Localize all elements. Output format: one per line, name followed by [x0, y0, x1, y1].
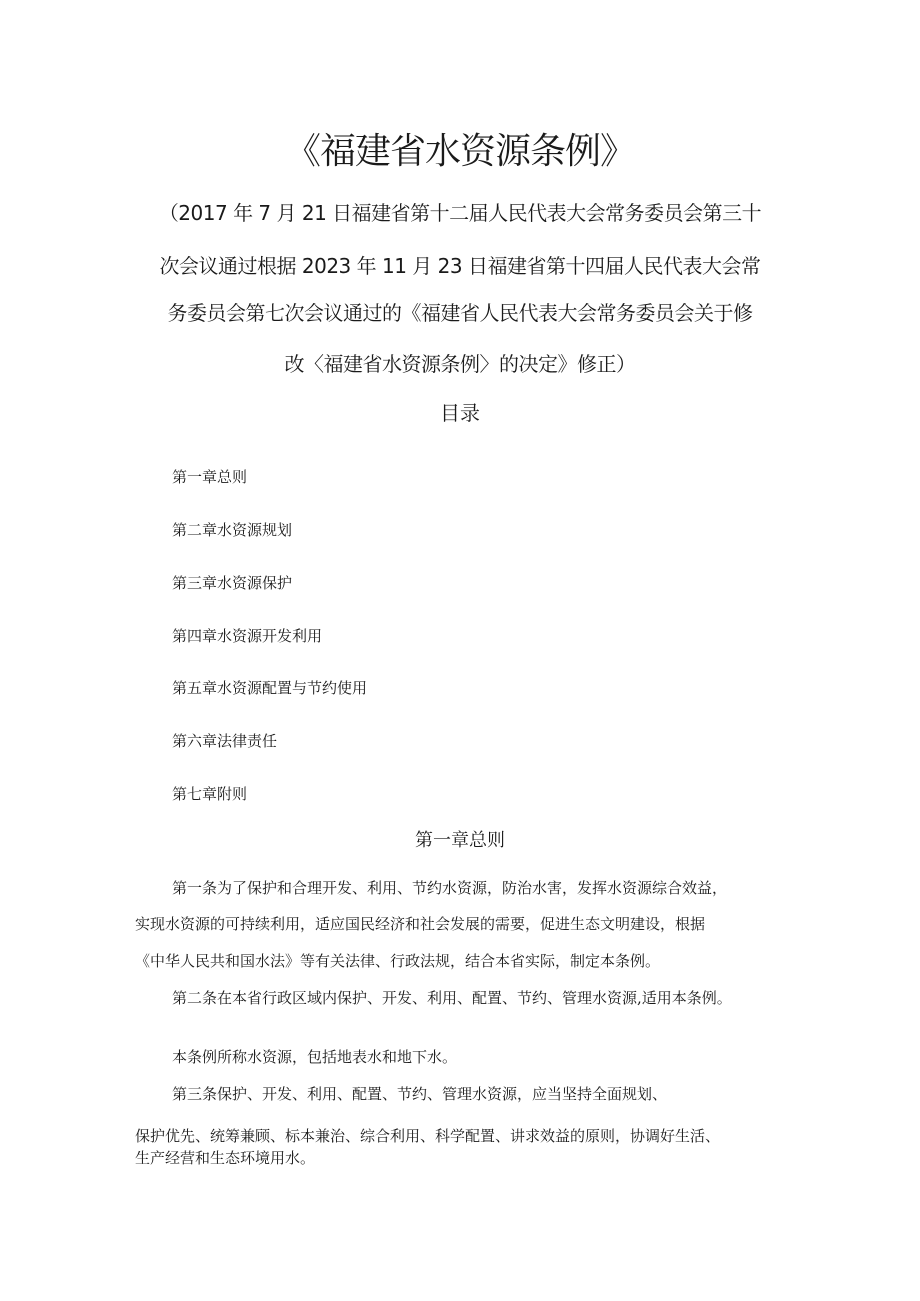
subtitle-line-4: 改〈福建省水资源条例〉的决定》修正） [284, 352, 636, 376]
toc-item: 第七章附则 [172, 785, 248, 803]
toc-item: 第三章水资源保护 [172, 574, 293, 592]
article-1-line-1: 第一条为了保护和合理开发、利用、节约水资源，防治水害，发挥水资源综合效益， [172, 879, 728, 897]
toc-heading: 目录 [440, 401, 480, 425]
article-2-line-1: 第二条在本省行政区域内保护、开发、利用、配置、节约、管理水资源,适用本条例。 [172, 989, 732, 1007]
toc-item: 第二章水资源规划 [172, 521, 293, 539]
article-1-line-2: 实现水资源的可持续利用，适应国民经济和社会发展的需要，促进生态文明建设，根据 [135, 915, 706, 933]
article-3-line-2: 保护优先、统筹兼顾、标本兼治、综合利用、科学配置、讲求效益的原则，协调好生活、 [135, 1127, 721, 1145]
article-3-line-1: 第三条保护、开发、利用、配置、节约、管理水资源，应当坚持全面规划、 [172, 1085, 668, 1103]
document-title: 《福建省水资源条例》 [284, 131, 635, 172]
article-1-line-3: 《中华人民共和国水法》等有关法律、行政法规，结合本省实际，制定本条例。 [135, 952, 661, 970]
subtitle-line-3: 务委员会第七次会议通过的《福建省人民代表大会常务委员会关于修 [167, 301, 753, 325]
chapter-heading: 第一章总则 [415, 830, 505, 851]
subtitle-line-2: 次会议通过根据 2023 年 11 月 23 日福建省第十四届人民代表大会常 [159, 254, 761, 278]
article-3-line-3: 生产经营和生态环境用水。 [135, 1149, 316, 1167]
toc-item: 第一章总则 [172, 468, 248, 486]
article-2-line-2: 本条例所称水资源，包括地表水和地下水。 [172, 1048, 458, 1066]
toc-item: 第五章水资源配置与节约使用 [172, 679, 368, 697]
toc-item: 第六章法律责任 [172, 732, 278, 750]
toc-item: 第四章水资源开发利用 [172, 627, 323, 645]
subtitle-line-1: （2017 年 7 月 21 日福建省第十二届人民代表大会常务委员会第三十 [158, 201, 762, 225]
